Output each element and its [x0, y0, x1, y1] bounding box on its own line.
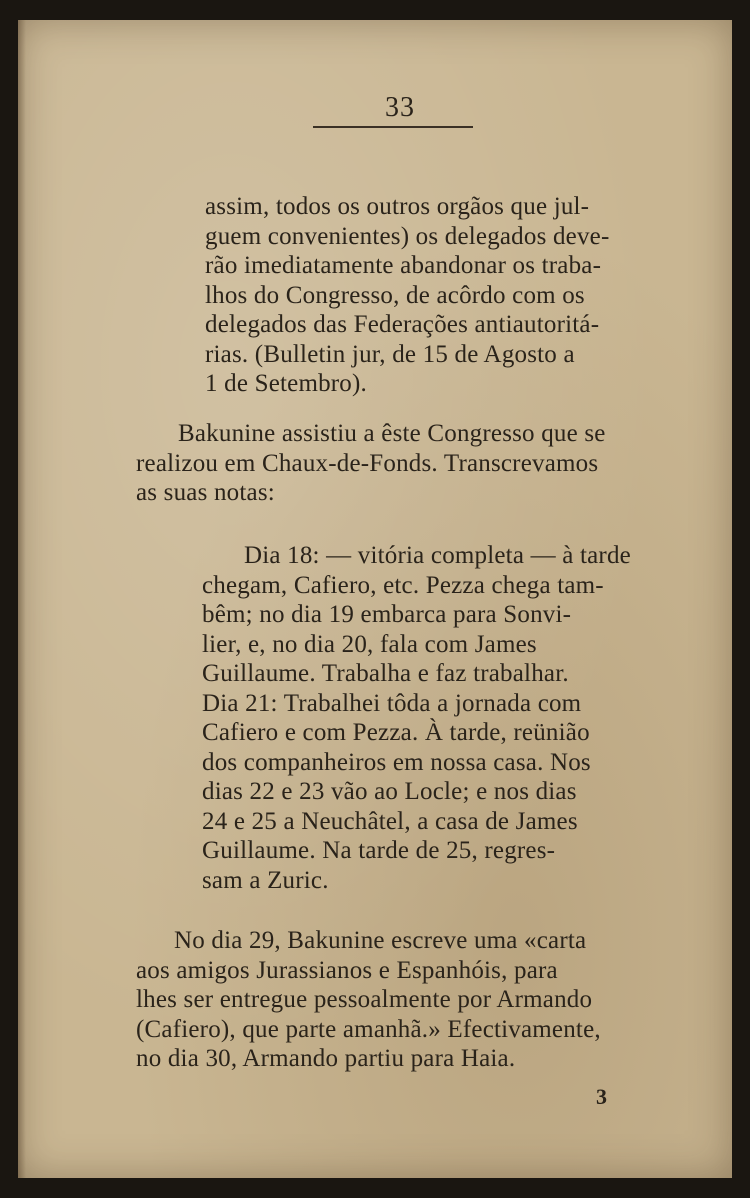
text-line: 24 e 25 a Neuchâtel, a casa de James — [202, 807, 578, 835]
text-line: Guillaume. Na tarde de 25, regres- — [202, 837, 556, 864]
book-page — [18, 20, 732, 1178]
text-line: dos companheiros em nossa casa. Nos — [202, 748, 591, 776]
text-line: lhos do Congresso, de acôrdo com os — [205, 281, 585, 309]
header-rule — [313, 126, 473, 128]
text-line: guem convenientes) os delegados deve- — [205, 222, 610, 250]
text-line: (Cafiero), que parte amanhã.» Efectivamente, — [136, 1015, 601, 1043]
text-line: sam a Zuric. — [202, 866, 329, 894]
paragraph-3-quote — [202, 541, 631, 895]
text-line: No dia 29, Bakunine escreve uma «carta — [174, 927, 587, 954]
text-line: Guillaume. Trabalha e faz trabalhar. — [202, 660, 569, 687]
text-line: realizou em Chaux-de-Fonds. Transcrevamos — [136, 449, 599, 477]
signature-mark: 3 — [596, 1084, 607, 1109]
text-line: rão imediatamente abandonar os traba- — [205, 252, 602, 279]
text-line: Dia 18: — vitória completa — à tarde — [244, 542, 631, 569]
text-line: assim, todos os outros orgãos que jul- — [205, 193, 590, 220]
paragraph-1 — [205, 192, 609, 399]
text-line: 1 de Setembro). — [205, 370, 367, 397]
text-line: lier, e, no dia 20, fala com James — [202, 630, 537, 658]
text-line: Dia 21: Trabalhei tôda a jornada com — [202, 689, 582, 717]
text-line: chegam, Cafiero, etc. Pezza chega tam- — [202, 571, 604, 599]
text-line: Cafiero e com Pezza. À tarde, reünião — [202, 719, 590, 746]
text-line: Bakunine assistiu a êste Congresso que se — [178, 420, 606, 447]
text-line: delegados das Federações antiautoritá- — [205, 311, 600, 338]
paragraph-4 — [136, 926, 601, 1074]
paragraph-2 — [136, 419, 606, 508]
page-number: 33 — [385, 92, 415, 123]
text-line: bêm; no dia 19 embarca para Sonvi- — [202, 601, 572, 628]
text-line: rias. (Bulletin jur, de 15 de Agosto a — [205, 340, 575, 368]
page-edge-shadow — [18, 20, 26, 1178]
text-line: as suas notas: — [136, 479, 275, 506]
text-line: dias 22 e 23 vão ao Locle; e nos dias — [202, 778, 577, 805]
text-line: no dia 30, Armando partiu para Haia. — [136, 1045, 516, 1072]
text-line: lhes ser entregue pessoalmente por Armando — [136, 986, 593, 1013]
text-line: aos amigos Jurassianos e Espanhóis, para — [136, 956, 558, 984]
